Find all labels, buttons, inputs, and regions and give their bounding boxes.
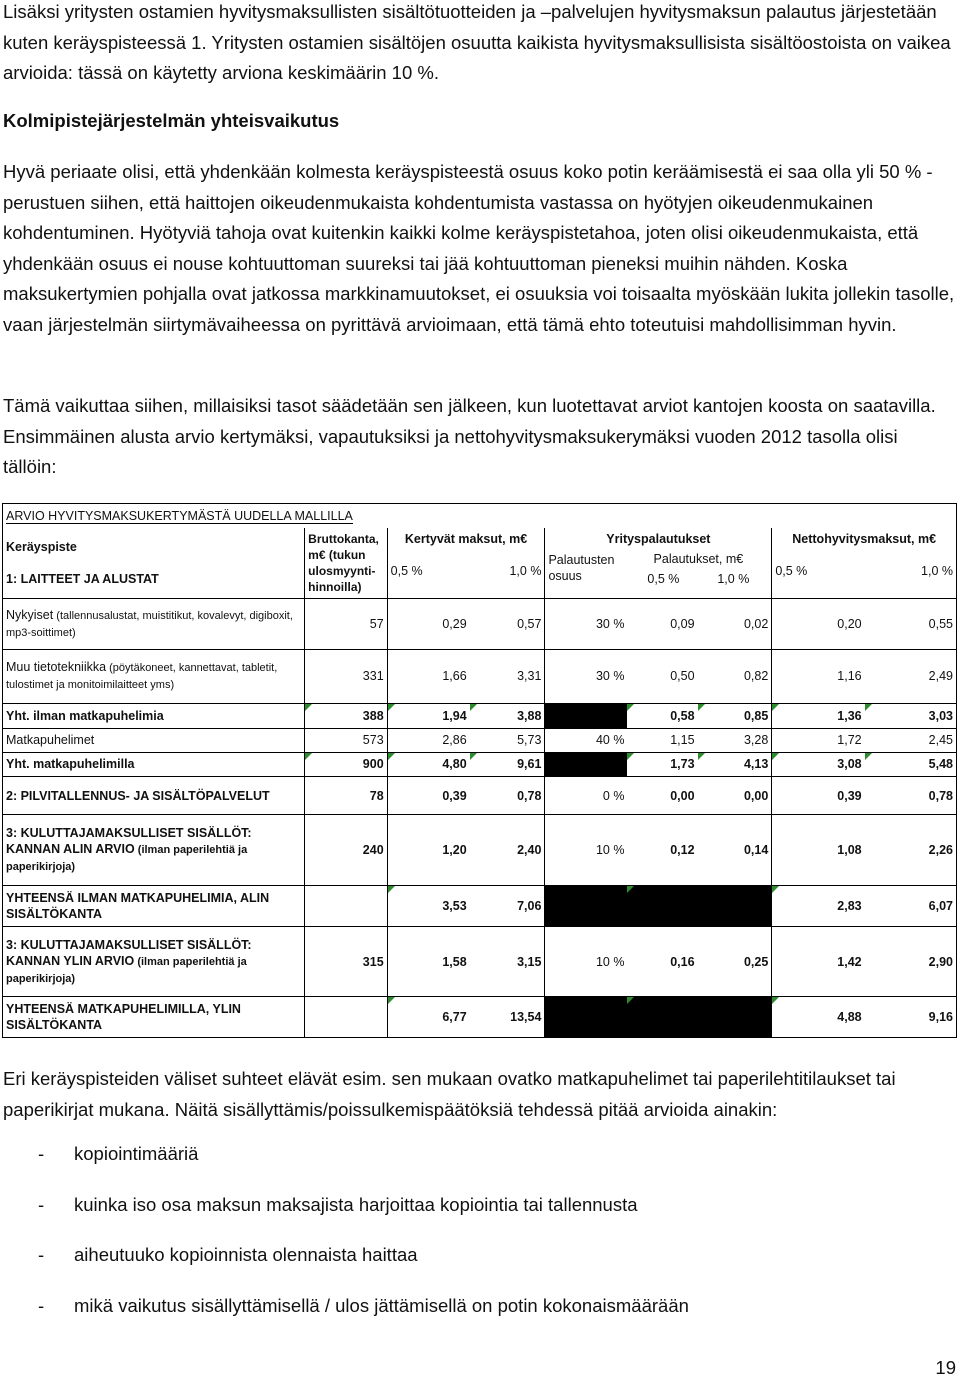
row-label: 3: KULUTTAJAMAKSULLISET SISÄLLÖT: KANNAN YLIN ARVIO (ilman paperilehtiä ja paperikirjoja) xyxy=(3,926,305,997)
cell-netto-05: 1,72 xyxy=(772,728,865,752)
cell-palautukset-10: 3,28 xyxy=(698,728,772,752)
cell-palautukset-10 xyxy=(698,886,772,926)
header-palautusten-osuus: Palautusten osuus xyxy=(548,552,615,583)
cell-netto-05: 0,39 xyxy=(772,777,865,815)
cell-kertyvat-10: 5,73 xyxy=(470,728,545,752)
cell-kertyvat-05: 6,77 xyxy=(387,997,470,1038)
cell-kertyvat-05: 2,86 xyxy=(387,728,470,752)
cell-netto-10: 6,07 xyxy=(865,886,957,926)
body-paragraph-1: Hyvä periaate olisi, että yhdenkään kolmesta keräyspisteestä osuus koko potin keräämisestä ei saa olla yli 50 % - perustuen siihen, että haittojen oikeudenmukaista kohdentumista vastassa on hyötyjen oikeudenmukainen kohdentuminen. Hyötyviä tahoja ovat kuitenkin kaikki kolme keräyspistetahoa, joten olisi oikeudenmukaista, että yhdenkään osuus ei nouse kohtuuttoman suureksi tai jää kohtuuttoman pieneksi muihin nähden. Koska maksukertymien pohjalla ovat jatkossa markkinamuutokset, ei osuuksia voi toisaalta myöskään lukita jollekin tasolle, vaan järjestelmän siirtymävaiheessa on pyrittävä arvioimaan, että tämä ehto toteutuisi mahdollisimman hyvin. xyxy=(3,161,955,335)
cell-palautukset-05 xyxy=(627,886,697,926)
header-kerayspiste: Keräyspiste 1: LAITTEET JA ALUSTAT xyxy=(3,528,305,599)
cell-brutto: 315 xyxy=(305,926,388,997)
cell-kertyvat-10: 3,88 xyxy=(470,704,545,728)
cell-kertyvat-05: 4,80 xyxy=(387,752,470,776)
cell-kertyvat-05: 3,53 xyxy=(387,886,470,926)
cell-palautusten-osuus: 30 % xyxy=(545,599,628,650)
cell-netto-05: 1,16 xyxy=(772,649,865,704)
cell-palautusten-osuus: 10 % xyxy=(545,926,628,997)
cell-palautukset-05: 0,58 xyxy=(627,704,697,728)
table-row xyxy=(3,926,957,997)
header-netto: Nettohyvitysmaksut, m€ 0,5 % 1,0 % xyxy=(772,528,957,599)
list-item-text: mikä vaikutus sisällyttämisellä / ulos jättämisellä on potin kokonaismäärään xyxy=(74,1294,689,1316)
cell-kertyvat-05: 1,20 xyxy=(387,815,470,886)
cell-palautukset-05: 0,12 xyxy=(627,815,697,886)
header-yrityspalautukset: Yrityspalautukset Palautusten osuus Palautukset, m€ 0,5 % 1,0 % xyxy=(545,528,772,599)
cell-netto-10: 2,45 xyxy=(865,728,957,752)
cell-palautukset-10: 0,00 xyxy=(698,777,772,815)
cell-brutto xyxy=(305,997,388,1038)
cell-netto-10: 0,78 xyxy=(865,777,957,815)
table-row xyxy=(3,752,957,776)
cell-netto-10: 3,03 xyxy=(865,704,957,728)
list-item-text: kuinka iso osa maksun maksajista harjoittaa kopiointia tai tallennusta xyxy=(74,1193,638,1215)
row-label: Muu tietotekniikka (pöytäkoneet, kannettavat, tabletit, tulostimet ja monitoimilaitteet yms) xyxy=(3,649,305,704)
list-bullet: - xyxy=(38,1244,45,1265)
cell-kertyvat-05: 1,66 xyxy=(387,649,470,704)
cell-netto-10: 9,16 xyxy=(865,997,957,1038)
cell-palautusten-osuus xyxy=(545,704,628,728)
list-bullet: - xyxy=(38,1143,45,1164)
table-title: ARVIO HYVITYSMAKSUKERTYMÄSTÄ UUDELLA MALLILLA xyxy=(3,504,957,528)
table-row xyxy=(3,886,957,926)
cell-palautukset-10: 0,02 xyxy=(698,599,772,650)
cell-kertyvat-10: 3,15 xyxy=(470,926,545,997)
header-palautukset: Palautukset, m€ xyxy=(653,551,744,566)
cell-netto-05: 1,36 xyxy=(772,704,865,728)
cell-netto-05: 1,08 xyxy=(772,815,865,886)
kertyvat-pct-05: 0,5 % xyxy=(390,563,423,578)
cell-kertyvat-10: 9,61 xyxy=(470,752,545,776)
cell-kertyvat-10: 2,40 xyxy=(470,815,545,886)
cell-palautusten-osuus: 30 % xyxy=(545,649,628,704)
cell-kertyvat-05: 0,29 xyxy=(387,599,470,650)
cell-palautukset-10: 0,25 xyxy=(698,926,772,997)
cell-palautukset-05: 0,50 xyxy=(627,649,697,704)
cell-brutto: 331 xyxy=(305,649,388,704)
row-label: Yht. matkapuhelimilla xyxy=(3,752,305,776)
cell-palautukset-10 xyxy=(698,997,772,1038)
section-heading: Kolmipistejärjestelmän yhteisvaikutus xyxy=(3,110,340,131)
cell-netto-05: 0,20 xyxy=(772,599,865,650)
table-row xyxy=(3,777,957,815)
row-label: Nykyiset (tallennusalustat, muistitikut, kovalevyt, digiboxit, mp3-soittimet) xyxy=(3,599,305,650)
cell-brutto: 388 xyxy=(305,704,388,728)
cell-netto-10: 2,49 xyxy=(865,649,957,704)
cell-palautukset-05 xyxy=(627,997,697,1038)
cell-netto-10: 2,90 xyxy=(865,926,957,997)
row-label: 2: PILVITALLENNUS- JA SISÄLTÖPALVELUT xyxy=(3,777,305,815)
list-bullet: - xyxy=(38,1193,45,1215)
cell-palautukset-05: 1,73 xyxy=(627,752,697,776)
row-label: YHTEENSÄ ILMAN MATKAPUHELIMIA, ALIN SISÄLTÖKANTA xyxy=(3,886,305,926)
cell-palautukset-10: 0,82 xyxy=(698,649,772,704)
table-row xyxy=(3,704,957,728)
cell-kertyvat-05: 0,39 xyxy=(387,777,470,815)
cell-kertyvat-10: 7,06 xyxy=(470,886,545,926)
cell-palautukset-05: 0,09 xyxy=(627,599,697,650)
cell-palautukset-05: 0,16 xyxy=(627,926,697,997)
row-sublabel: (ilman paperilehtiä ja paperikirjoja) xyxy=(6,844,248,874)
cell-palautukset-10: 4,13 xyxy=(698,752,772,776)
cell-palautusten-osuus: 0 % xyxy=(545,777,628,815)
cell-kertyvat-10: 13,54 xyxy=(470,997,545,1038)
cell-brutto: 57 xyxy=(305,599,388,650)
kertyvat-pct-10: 1,0 % xyxy=(509,563,542,578)
table-row xyxy=(3,815,957,886)
cell-brutto: 900 xyxy=(305,752,388,776)
page-number: 19 xyxy=(935,1357,956,1378)
cell-palautukset-10: 0,14 xyxy=(698,815,772,886)
cell-netto-10: 2,26 xyxy=(865,815,957,886)
row-label: YHTEENSÄ MATKAPUHELIMILLA, YLIN SISÄLTÖKANTA xyxy=(3,997,305,1038)
row-label: Matkapuhelimet xyxy=(3,728,305,752)
cell-kertyvat-10: 0,78 xyxy=(470,777,545,815)
cell-palautusten-osuus xyxy=(545,752,628,776)
header-kertyvat: Kertyvät maksut, m€ 0,5 % 1,0 % xyxy=(387,528,545,599)
cell-palautusten-osuus: 10 % xyxy=(545,815,628,886)
cell-palautusten-osuus xyxy=(545,886,628,926)
header-brutto: Bruttokanta, m€ (tukun ulosmyynti-hinnoilla) xyxy=(305,528,388,599)
list-bullet: - xyxy=(38,1294,45,1316)
cell-netto-05: 1,42 xyxy=(772,926,865,997)
cell-palautukset-10: 0,85 xyxy=(698,704,772,728)
collection-estimate-table xyxy=(2,503,957,1038)
cell-palautukset-05: 1,15 xyxy=(627,728,697,752)
body-paragraph-2: Tämä vaikuttaa siihen, millaisiksi tasot säädetään sen jälkeen, kun luotettavat arviot kantojen koosta on saatavilla. Ensimmäinen alusta arvio kertymäksi, vapautuksiksi ja nettohyvitysmaksukerymäksi vuoden 2012 tasolla olisi tällöin: xyxy=(3,395,936,477)
list-item-text: kopiointimääriä xyxy=(74,1143,199,1164)
table-row xyxy=(3,599,957,650)
cell-palautukset-05: 0,00 xyxy=(627,777,697,815)
row-sublabel: (pöytäkoneet, kannettavat, tabletit, tulostimet ja monitoimilaitteet yms) xyxy=(6,662,278,692)
cell-kertyvat-05: 1,94 xyxy=(387,704,470,728)
cell-brutto: 78 xyxy=(305,777,388,815)
cell-netto-05: 2,83 xyxy=(772,886,865,926)
cell-netto-10: 5,48 xyxy=(865,752,957,776)
cell-netto-05: 3,08 xyxy=(772,752,865,776)
cell-kertyvat-05: 1,58 xyxy=(387,926,470,997)
cell-palautusten-osuus: 40 % xyxy=(545,728,628,752)
row-label: Yht. ilman matkapuhelimia xyxy=(3,704,305,728)
cell-kertyvat-10: 0,57 xyxy=(470,599,545,650)
row-sublabel: (tallennusalustat, muistitikut, kovalevyt, digiboxit, mp3-soittimet) xyxy=(6,609,293,639)
body-paragraph-3: Eri keräyspisteiden väliset suhteet elävät esim. sen mukaan ovatko matkapuhelimet tai paperilehtitilaukset tai paperikirjat mukana. Näitä sisällyttämis/poissulkemispäätöksiä tehdessä pitää arvioida ainakin: xyxy=(3,1068,896,1120)
cell-brutto: 240 xyxy=(305,815,388,886)
table-row xyxy=(3,997,957,1038)
intro-paragraph: Lisäksi yritysten ostamien hyvitysmaksullisten sisältötuotteiden ja –palvelujen hyvitysmaksun palautus järjestetään kuten keräyspisteessä 1. Yritysten ostamien sisältöjen osuutta kaikista hyvitysmaksullisista sisältöostoista on vaikea arvioida: tässä on käytetty arviona keskimäärin 10 %. xyxy=(3,1,951,83)
cell-kertyvat-10: 3,31 xyxy=(470,649,545,704)
cell-palautusten-osuus xyxy=(545,997,628,1038)
group-1-label: 1: LAITTEET JA ALUSTAT xyxy=(6,571,159,586)
list-item-text: aiheutuuko kopioinnista olennaista haittaa xyxy=(74,1244,418,1265)
cell-brutto xyxy=(305,886,388,926)
table-row xyxy=(3,728,957,752)
table-row xyxy=(3,649,957,704)
cell-netto-05: 4,88 xyxy=(772,997,865,1038)
cell-brutto: 573 xyxy=(305,728,388,752)
cell-netto-10: 0,55 xyxy=(865,599,957,650)
row-label: 3: KULUTTAJAMAKSULLISET SISÄLLÖT: KANNAN ALIN ARVIO (ilman paperilehtiä ja paperikirjoja) xyxy=(3,815,305,886)
row-sublabel: (ilman paperilehtiä ja paperikirjoja) xyxy=(6,955,247,985)
